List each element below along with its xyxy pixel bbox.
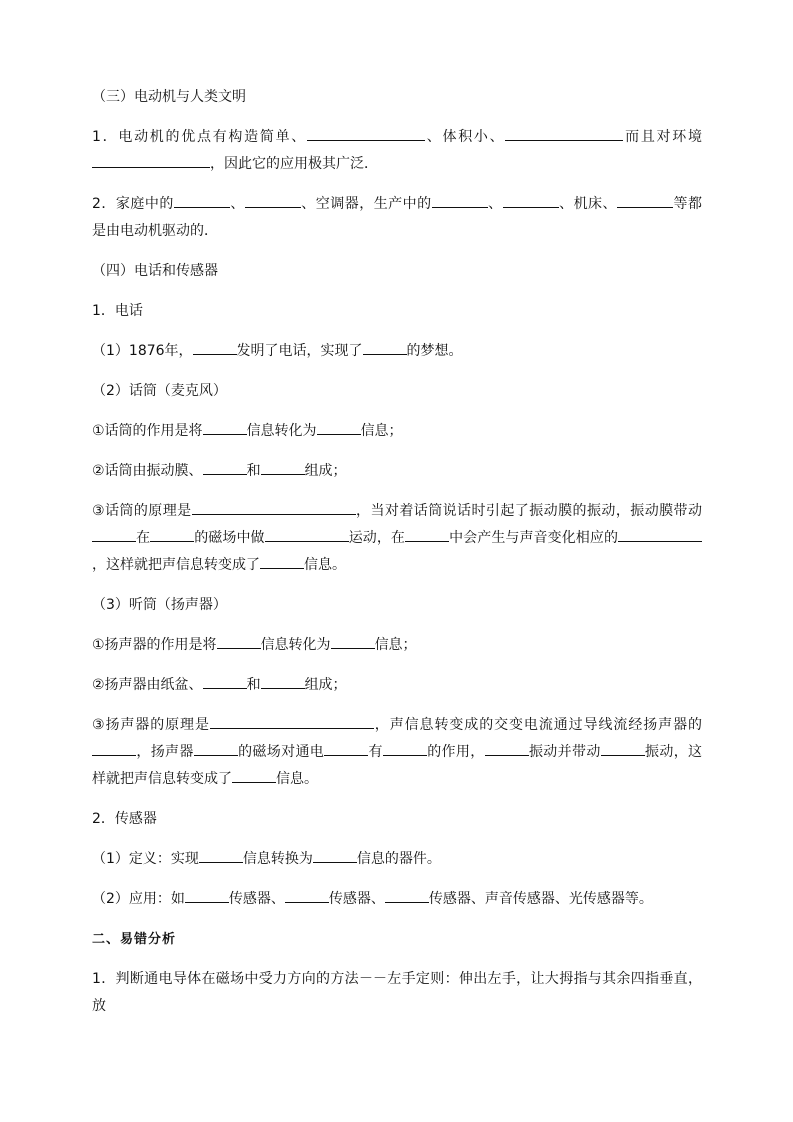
answer-blank[interactable] bbox=[405, 527, 449, 542]
answer-blank[interactable] bbox=[185, 888, 229, 903]
microphone-subtitle: （2）话筒（麦克风） bbox=[92, 383, 227, 399]
answer-blank[interactable] bbox=[150, 527, 194, 542]
answer-blank[interactable] bbox=[193, 340, 237, 355]
question-mic-parts: ②话筒由振动膜、 和 组成； bbox=[92, 458, 702, 485]
answer-blank[interactable] bbox=[432, 193, 488, 208]
answer-blank[interactable] bbox=[363, 340, 407, 355]
answer-blank[interactable] bbox=[331, 634, 375, 649]
answer-blank[interactable] bbox=[92, 741, 136, 756]
answer-blank[interactable] bbox=[210, 714, 374, 729]
sensor-subtitle: 2．传感器 bbox=[92, 811, 157, 827]
question-sensor-definition: （1）定义：实现 信息转换为 信息的器件。 bbox=[92, 846, 702, 873]
answer-blank[interactable] bbox=[245, 193, 301, 208]
answer-blank[interactable] bbox=[203, 674, 247, 689]
answer-blank[interactable] bbox=[385, 888, 429, 903]
answer-blank[interactable] bbox=[260, 554, 304, 569]
answer-blank[interactable] bbox=[313, 848, 357, 863]
answer-blank[interactable] bbox=[601, 741, 645, 756]
question-motor-advantages: 1．电动机的优点有构造简单、 、体积小、 而且对环境，因此它的应用极其广泛． bbox=[92, 124, 702, 178]
answer-blank[interactable] bbox=[92, 153, 210, 168]
question-mic-function: ①话筒的作用是将 信息转化为 信息； bbox=[92, 418, 702, 445]
question-speaker-parts: ②扬声器由纸盆、 和 组成； bbox=[92, 672, 702, 699]
answer-blank[interactable] bbox=[285, 888, 329, 903]
answer-blank[interactable] bbox=[383, 741, 427, 756]
question-phone-invention: （1）1876年， 发明了电话，实现了 的梦想。 bbox=[92, 338, 702, 365]
question-mic-principle: ③话筒的原理是 ，当对着话筒说话时引起了振动膜的振动，振动膜带动在 的磁场中做 运动，在 中会产生与声音变化相应的，这样就把声信息转变成了 信息。 bbox=[92, 498, 702, 579]
answer-blank[interactable] bbox=[307, 126, 425, 141]
section-4-title: （四）电话和传感器 bbox=[92, 263, 218, 279]
question-sensor-applications: （2）应用：如 传感器、 传感器、 传感器、声音传感器、光传感器等。 bbox=[92, 886, 702, 913]
left-hand-rule-text: 1．判断通电导体在磁场中受力方向的方法－－左手定则：伸出左手，让大拇指与其余四指垂直，放 bbox=[92, 971, 702, 1014]
answer-blank[interactable] bbox=[317, 420, 361, 435]
answer-blank[interactable] bbox=[324, 741, 368, 756]
answer-blank[interactable] bbox=[485, 741, 529, 756]
question-motor-uses: 2．家庭中的 、 、空调器，生产中的 、 、机床、 等都是由电动机驱动的． bbox=[92, 191, 702, 245]
phone-subtitle: 1．电话 bbox=[92, 303, 143, 319]
question-speaker-function: ①扬声器的作用是将 信息转化为 信息； bbox=[92, 632, 702, 659]
answer-blank[interactable] bbox=[232, 768, 276, 783]
answer-blank[interactable] bbox=[192, 500, 356, 515]
section-3-title: （三）电动机与人类文明 bbox=[92, 89, 246, 105]
answer-blank[interactable] bbox=[261, 674, 305, 689]
answer-blank[interactable] bbox=[617, 193, 673, 208]
error-analysis-heading: 二、易错分析 bbox=[92, 932, 177, 947]
document-page bbox=[92, 84, 702, 1033]
answer-blank[interactable] bbox=[174, 193, 230, 208]
answer-blank[interactable] bbox=[217, 634, 261, 649]
answer-blank[interactable] bbox=[92, 527, 136, 542]
answer-blank[interactable] bbox=[261, 460, 305, 475]
answer-blank[interactable] bbox=[203, 420, 247, 435]
answer-blank[interactable] bbox=[194, 741, 238, 756]
answer-blank[interactable] bbox=[203, 460, 247, 475]
answer-blank[interactable] bbox=[503, 193, 559, 208]
answer-blank[interactable] bbox=[265, 527, 349, 542]
question-speaker-principle: ③扬声器的原理是 ，声信息转变成的交变电流通过导线流经扬声器的，扬声器 的磁场对通电 有 的作用， 振动并带动 振动，这样就把声信息转变成了 信息。 bbox=[92, 712, 702, 793]
answer-blank[interactable] bbox=[618, 527, 702, 542]
answer-blank[interactable] bbox=[505, 126, 623, 141]
speaker-subtitle: （3）听筒（扬声器） bbox=[92, 597, 227, 613]
answer-blank[interactable] bbox=[199, 848, 243, 863]
